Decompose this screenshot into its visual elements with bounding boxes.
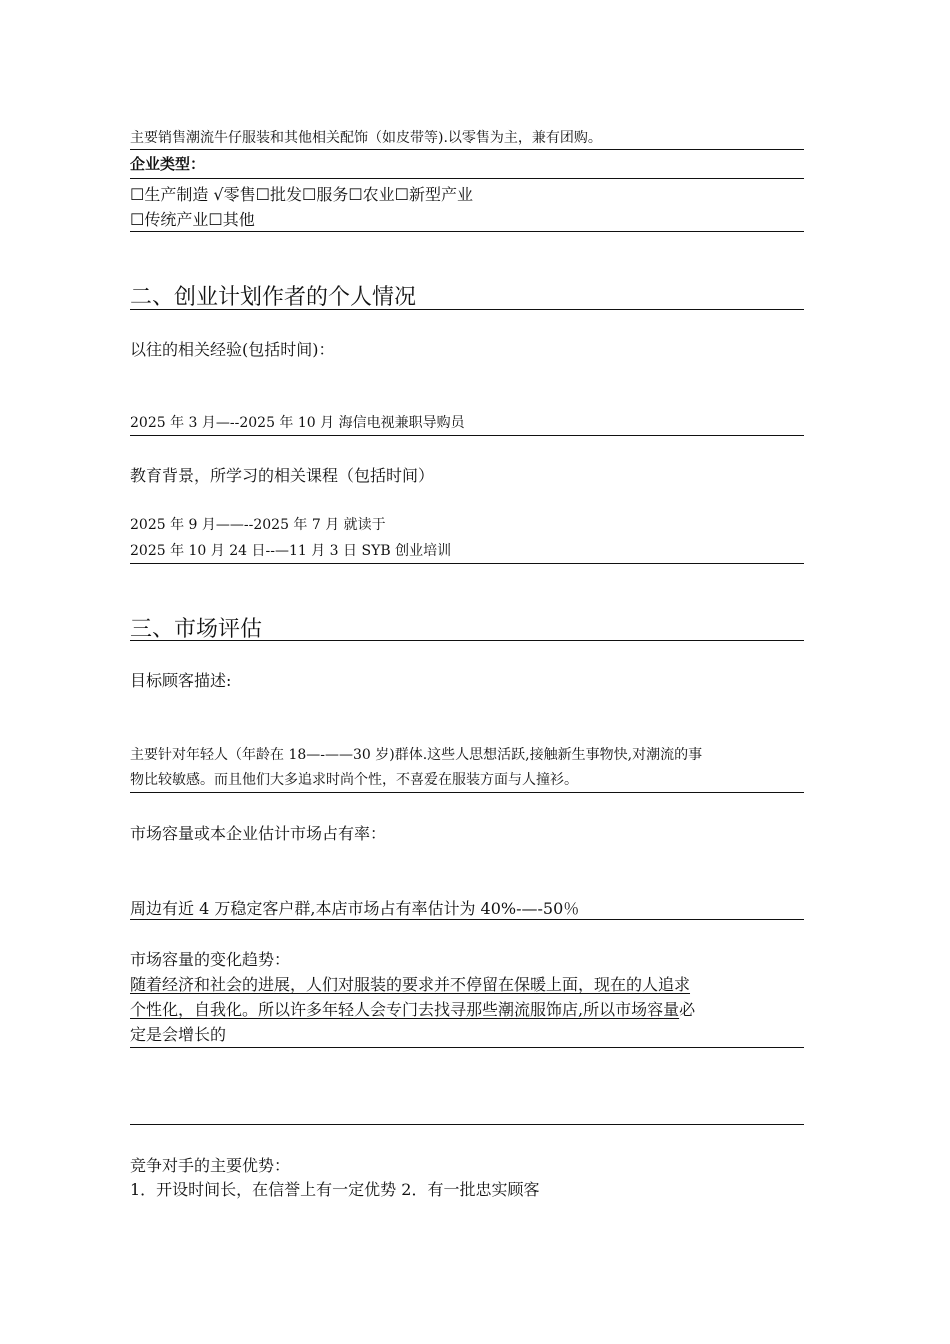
section-heading-market: 三、市场评估 — [130, 617, 263, 642]
experience-value: 2025 年 3 月—--2025 年 10 月 海信电视兼职导购员 — [130, 415, 465, 431]
divider — [130, 1124, 804, 1125]
market-trend-label: 市场容量的变化趋势： — [130, 950, 291, 969]
competitor-advantages-label: 竞争对手的主要优势： — [130, 1156, 291, 1175]
divider — [130, 1047, 804, 1048]
education-line-2: 2025 年 10 月 24 日--—11 月 3 日 SYB 创业培训 — [130, 543, 452, 559]
target-customer-label: 目标顾客描述: — [130, 671, 232, 690]
education-line-1: 2025 年 9 月——--2025 年 7 月 就读于 — [130, 517, 386, 533]
divider — [130, 231, 804, 232]
market-capacity-label: 市场容量或本企业估计市场占有率： — [130, 824, 387, 843]
enterprise-type-options-line2: ☐传统产业☐其他 — [130, 210, 255, 229]
enterprise-type-options-line1: ☐生产制造 √零售☐批发☐服务☐农业☐新型产业 — [130, 185, 474, 204]
divider — [130, 563, 804, 564]
competitor-advantages-value: 1．开设时间长，在信誉上有一定优势 2．有一批忠实顾客 — [130, 1180, 540, 1199]
market-trend-line-2 — [130, 997, 804, 1020]
market-trend-line-3: 定是会增长的 — [130, 1025, 227, 1044]
divider — [130, 640, 804, 641]
market-capacity-value: 周边有近 4 万稳定客户群,本店市场占有率估计为 40%-—-50％ — [130, 899, 580, 918]
divider — [130, 435, 804, 436]
target-customer-line-2: 物比较敏感。而且他们大多追求时尚个性，不喜爱在服装方面与人撞衫。 — [130, 772, 578, 788]
divider — [130, 149, 804, 150]
intro-text: 主要销售潮流牛仔服装和其他相关配饰（如皮带等).以零售为主，兼有团购。 — [130, 130, 602, 146]
target-customer-line-1: 主要针对年轻人（年龄在 18—-——30 岁)群体.这些人思想活跃,接触新生事物快,对潮流的事 — [130, 747, 703, 763]
experience-label: 以往的相关经验(包括时间)： — [130, 340, 335, 359]
market-trend-line-1: 随着经济和社会的进展，人们对服装的要求并不停留在保暖上面，现在的人追求 — [130, 975, 691, 994]
divider — [130, 919, 804, 920]
enterprise-type-label: 企业类型： — [130, 155, 206, 173]
divider — [130, 309, 804, 310]
divider — [130, 792, 804, 793]
divider — [130, 178, 804, 179]
section-heading-author: 二、创业计划作者的个人情况 — [130, 285, 417, 310]
market-trend-line-2-underlined: 个性化，自我化。所以许多年轻人会专门去找寻那些潮流服饰店,所以市场容量 — [130, 1000, 680, 1019]
education-label: 教育背景，所学习的相关课程（包括时间） — [130, 466, 435, 485]
market-trend-line-2-rest: 必 — [679, 1000, 696, 1019]
